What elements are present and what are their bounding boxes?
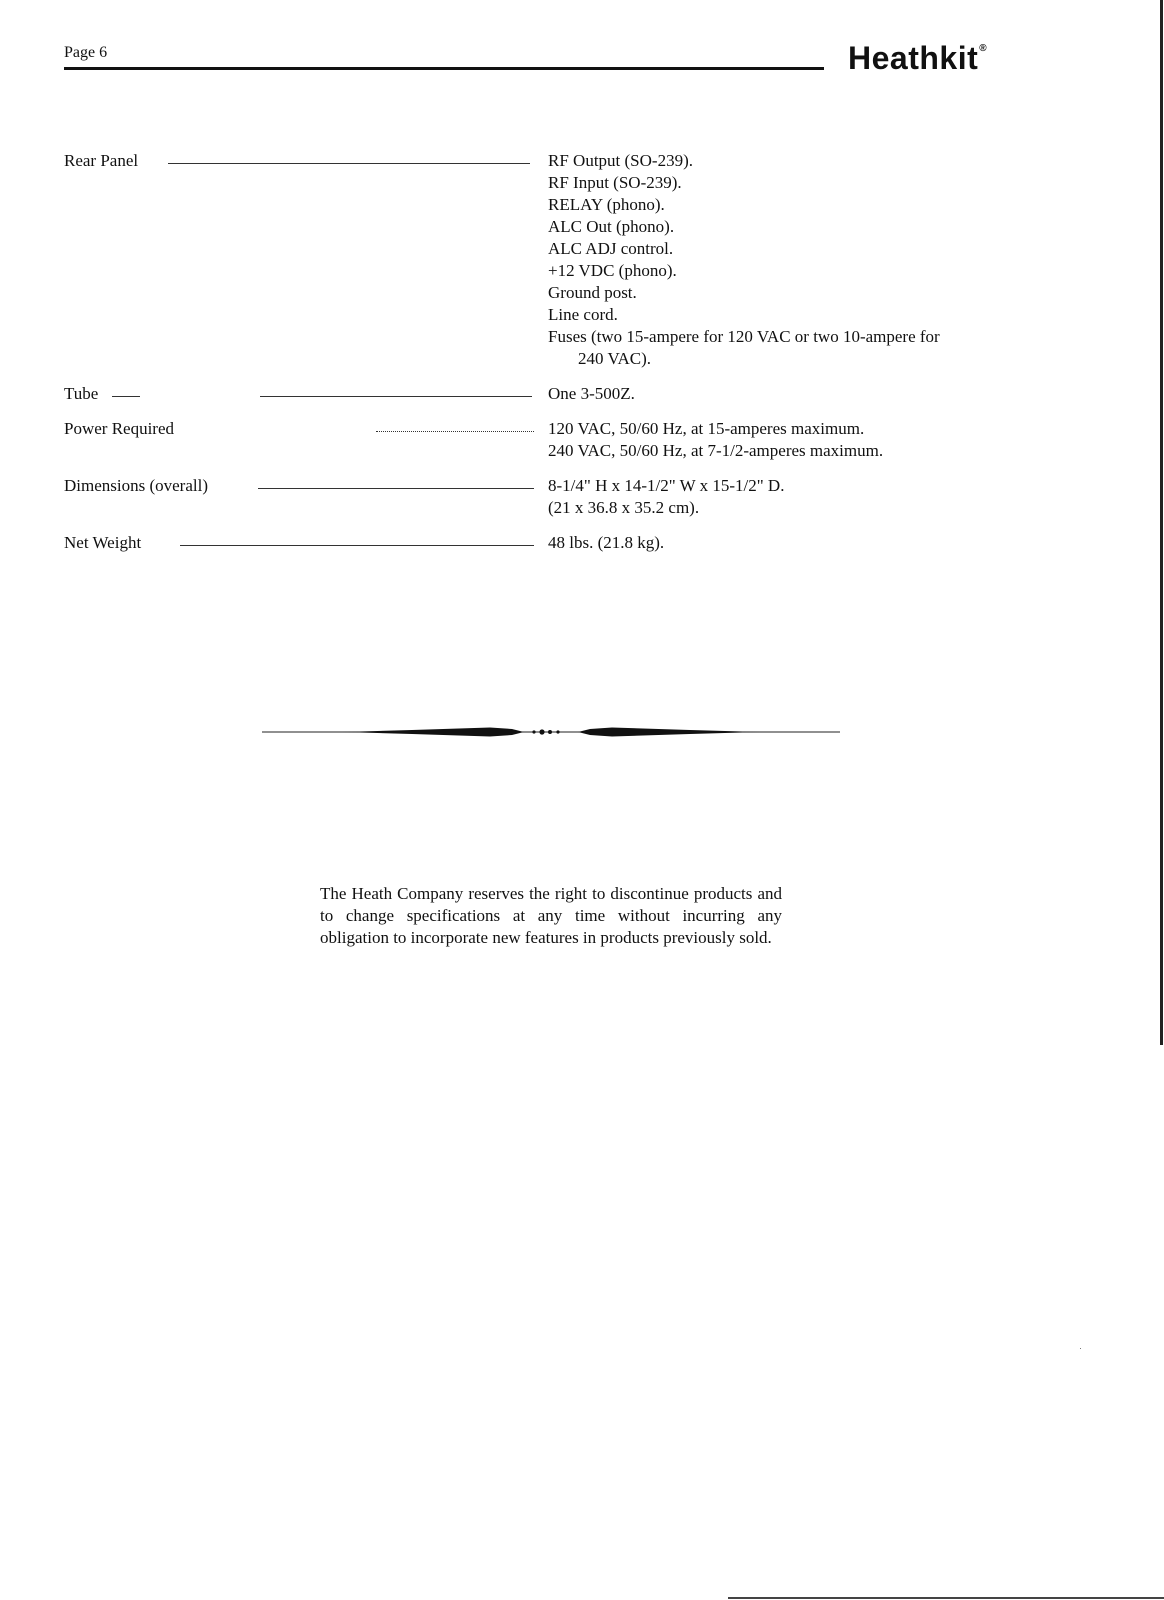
spec-values — [548, 418, 1024, 462]
header-rule — [64, 67, 824, 70]
spec-value: 120 VAC, 50/60 Hz, at 15-amperes maximum. — [548, 419, 865, 438]
spec-net-weight — [64, 532, 1024, 554]
spec-value: Fuses (two 15-ampere for 120 VAC or two 10-ampere for — [548, 327, 940, 346]
page-number: Page 6 — [64, 44, 108, 61]
spec-value: (21 x 36.8 x 35.2 cm). — [548, 498, 700, 517]
spec-label: Dimensions (overall) — [64, 476, 208, 495]
brand-logo — [848, 40, 987, 77]
spec-value: 240 VAC). — [578, 349, 652, 368]
spec-label: Tube — [64, 384, 99, 403]
spec-value: ALC ADJ control. — [548, 239, 674, 258]
spec-rear-panel — [64, 150, 1024, 370]
brand-name: Heathkit — [848, 40, 979, 76]
spec-value: RELAY (phono). — [548, 195, 665, 214]
spec-values — [548, 532, 1024, 554]
leader-line — [168, 163, 530, 164]
spec-values — [548, 150, 1024, 370]
leader-line — [180, 545, 534, 546]
spec-dimensions — [64, 475, 1024, 519]
leader-line — [260, 396, 532, 397]
spec-tube — [64, 383, 1024, 405]
spec-values — [548, 383, 1024, 405]
divider-ornament — [262, 724, 840, 740]
spec-value: RF Input (SO-239). — [548, 173, 682, 192]
spec-label: Power Required — [64, 419, 175, 438]
spec-value: +12 VDC (phono). — [548, 261, 677, 280]
spec-values — [548, 475, 1024, 519]
spec-value: Line cord. — [548, 305, 618, 324]
spec-label: Rear Panel — [64, 151, 139, 170]
leader-line — [112, 396, 140, 397]
spec-value: 240 VAC, 50/60 Hz, at 7-1/2-amperes maximum. — [548, 441, 884, 460]
leader-line — [376, 431, 534, 432]
spec-value: One 3-500Z. — [548, 384, 635, 403]
scan-speck — [1080, 1348, 1081, 1349]
spec-value: ALC Out (phono). — [548, 217, 675, 236]
spec-power-required — [64, 418, 1024, 462]
notice-paragraph: The Heath Company reserves the right to discontinue products and to change specifications at any time without incurring any obligation to incorporate new features in products previously sold. — [320, 884, 782, 947]
specifications-list — [64, 150, 1024, 567]
spec-value: 48 lbs. (21.8 kg). — [548, 533, 665, 552]
leader-line — [258, 488, 534, 489]
scan-edge-line — [728, 1597, 1164, 1599]
spec-value: RF Output (SO-239). — [548, 151, 693, 170]
spec-value: Ground post. — [548, 283, 637, 302]
spec-value: 8-1/4" H x 14-1/2" W x 15-1/2" D. — [548, 476, 785, 495]
scan-edge-line — [1160, 0, 1163, 1045]
spec-label: Net Weight — [64, 533, 142, 552]
registered-mark: ® — [979, 43, 988, 54]
